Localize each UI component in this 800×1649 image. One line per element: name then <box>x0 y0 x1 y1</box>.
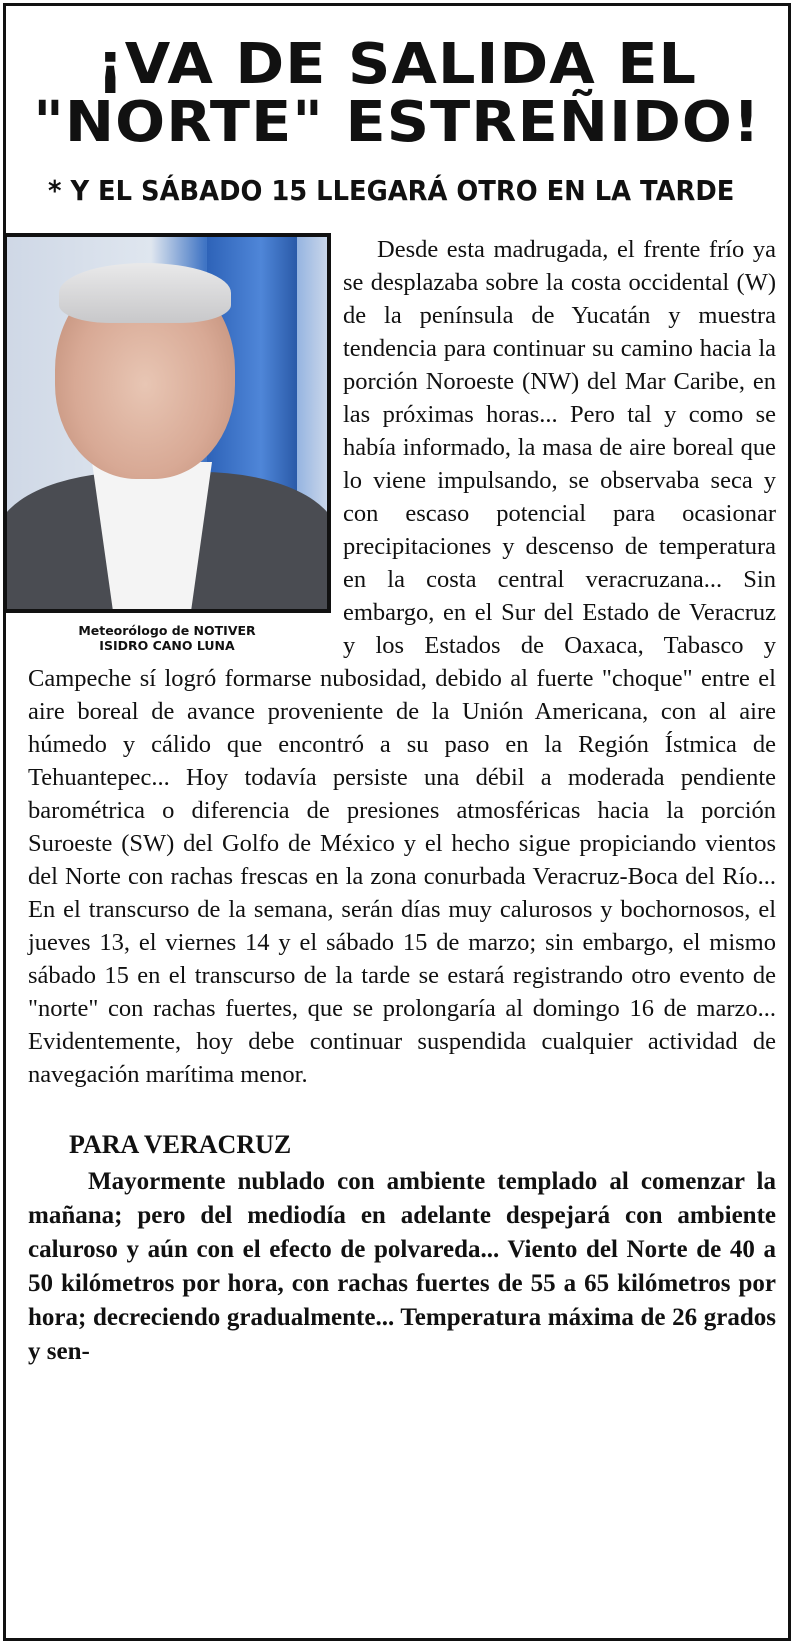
subheadline: * Y EL SÁBADO 15 LLEGARÁ OTRO EN LA TARDE <box>48 174 735 207</box>
meteorologist-photo <box>3 233 331 613</box>
section-title: PARA VERACRUZ <box>69 1130 292 1159</box>
article-paragraph: Desde esta madrugada, el frente frío ya se desplazaba sobre la costa occidental (W) de la península de Yucatán y muestra tendencia para continuar su camino hacia la porción Noroeste (NW) del Mar Caribe, en las próximas horas... Pero tal y como se había informado, la masa de aire boreal que lo viene impulsando, se observaba seca y con escaso potencial para ocasionar precipitaciones y descenso de temperatura en la costa central veracruzana... Sin embargo, en el Sur del Estado de Veracruz y los Estados de Oaxaca, Tabasco y Campeche sí logró formarse nubosidad, debido al fuerte "choque" entre el aire boreal de avance proveniente de la Unión Americana, con al aire húmedo y cálido que encontró a su paso en la Región Ístmica de Tehuantepec... Hoy todavía persiste una débil a moderada pendiente barométrica o diferencia de presiones atmosféricas hacia la porción Suroeste (SW) del Golfo de México y el hecho sigue propiciando vientos del Norte con rachas frescas en la zona conurbada Veracruz-Boca del Río... En el transcurso de la semana, serán días muy calurosos y bochornosos, el jueves 13, el viernes 14 y el sábado 15 de marzo; sin embargo, el mismo sábado 15 en el transcurso de la tarde se estará registrando otro evento de "norte" con rachas fuertes, que se prolongaría al domingo 16 de marzo... Evidentemente, hoy debe continuar suspendida cualquier actividad de navegación marítima menor. <box>28 236 776 1088</box>
headline <box>3 32 791 155</box>
caption-line-2: ISIDRO CANO LUNA <box>99 638 235 653</box>
article-frame <box>3 3 791 1641</box>
photo-caption <box>3 623 331 653</box>
article-body <box>6 233 788 1369</box>
headline-line-2: "NORTE" ESTREÑIDO! <box>33 90 761 155</box>
photo-column <box>3 233 331 653</box>
forecast-paragraph: Mayormente nublado con ambiente templado al comenzar la mañana; pero del mediodía en adelante despejará con ambiente caluroso y aún con el efecto de polvareda... Viento del Norte de 40 a 50 kilómetros por hora, con rachas fuertes de 55 a 65 kilómetros por hora; decreciendo gradualmente... Temperatura máxima de 26 grados y sen- <box>28 1168 776 1365</box>
headline-line-1: ¡VA DE SALIDA EL <box>96 32 698 97</box>
caption-line-1: Meteorólogo de NOTIVER <box>78 623 256 638</box>
